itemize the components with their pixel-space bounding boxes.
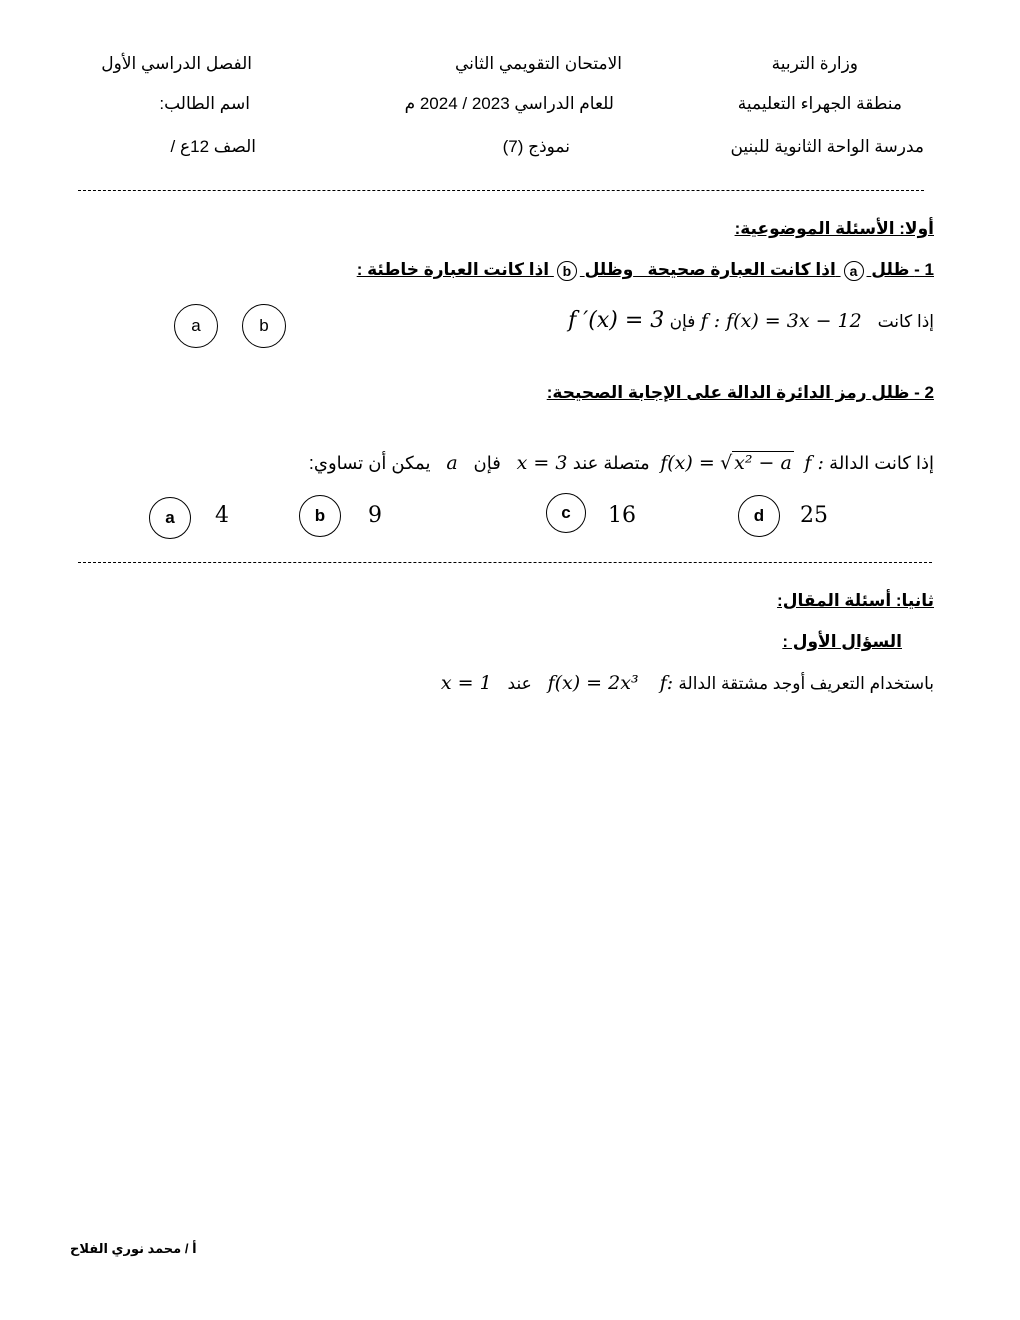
q1-then: فإن (669, 312, 696, 331)
section1-title: أولا: الأسئلة الموضوعية: (734, 219, 934, 238)
q1-true-text: اذا كانت العبارة صحيحة (647, 260, 836, 279)
student-name-label: اسم الطالب: (159, 94, 250, 113)
semester: الفصل الدراسي الأول (101, 54, 252, 73)
q1-result: f ′(x) = 3 (568, 308, 665, 333)
essay-f-label: f: (659, 672, 674, 694)
sqrt-icon: √ (720, 452, 733, 474)
q2-option-d-value: 25 (800, 503, 828, 528)
q2-option-a-value: 4 (215, 503, 229, 528)
q1-choice-a[interactable]: a (174, 304, 218, 348)
academic-year: للعام الدراسي 2023 / 2024 م (404, 94, 614, 113)
q2-f-label: f : (804, 452, 824, 474)
q1-shade-word: ظلل (871, 260, 910, 279)
q2-option-b-circle[interactable]: b (299, 495, 341, 537)
q2-title: 2 - ظلل رمز الدائرة الدالة على الإجابة الصحيحة: (546, 383, 934, 402)
essay-at: عند (507, 674, 532, 693)
q2-var: a (446, 452, 458, 474)
q1-function: f : f(x) = 3x − 12 (700, 310, 862, 332)
essay-function: f(x) = 2x³ (547, 672, 639, 694)
q2-option-c-circle[interactable]: c (546, 493, 586, 533)
q2-continuous: متصلة عند (572, 453, 650, 473)
q2-x-eq: x = 3 (516, 452, 568, 474)
region-name: منطقة الجهراء التعليمية (737, 94, 902, 113)
q1-inline-circle-b: b (557, 261, 577, 281)
section-divider (78, 562, 932, 563)
q1-instructions (357, 260, 934, 281)
q1-false-text: اذا كانت العبارة خاطئة : (356, 260, 550, 279)
ministry-name: وزارة التربية (771, 54, 858, 73)
author-footer: أ / محمد نوري الفلاح (70, 1241, 197, 1256)
q2-function (660, 453, 799, 474)
q1-number: 1 - (914, 260, 934, 279)
essay-q1-instruction: باستخدام التعريف أوجد مشتقة الدالة (678, 674, 934, 693)
q2-option-d-circle[interactable]: d (738, 495, 780, 537)
q2-can-equal: يمكن أن تساوي: (308, 453, 431, 473)
essay-point: x = 1 (440, 672, 492, 694)
header-divider (78, 190, 924, 191)
q2-func-lhs: f(x) = (660, 452, 715, 474)
q1-and-shade: وظلل (584, 260, 634, 279)
q2-option-a-circle[interactable]: a (149, 497, 191, 539)
grade-label: الصف 12ع / (170, 137, 256, 156)
q2-option-b-value: 9 (368, 503, 382, 528)
q2-radicand: x² − a (734, 452, 792, 474)
section2-title: ثانيا: أسئلة المقال: (777, 591, 934, 610)
q2-option-c-value: 16 (608, 503, 636, 528)
q2-if: إذا كانت الدالة (829, 453, 934, 473)
q1-inline-circle-a: a (844, 261, 864, 281)
q2-statement (309, 452, 934, 475)
essay-q1-text (441, 672, 934, 695)
q1-statement (568, 308, 934, 333)
exam-title: الامتحان التقويمي الثاني (455, 54, 622, 73)
q1-choice-b[interactable]: b (242, 304, 286, 348)
q2-then: فإن (473, 453, 501, 473)
model-number: نموذج (7) (502, 137, 570, 156)
school-name: مدرسة الواحة الثانوية للبنين (730, 137, 924, 156)
essay-q1-title: السؤال الأول : (782, 632, 902, 651)
q1-if: إذا كانت (877, 312, 934, 331)
